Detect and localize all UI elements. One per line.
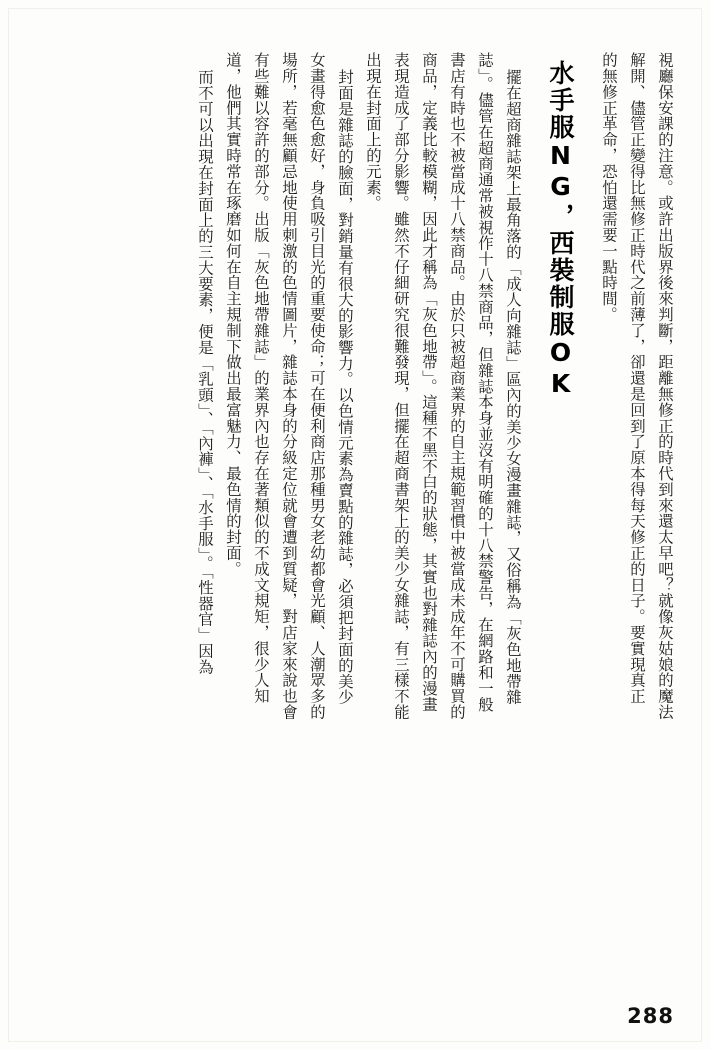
text-column: 封面是雜誌的臉面，對銷量有很大的影響力。以色情元素為賣點的雜誌，必須把封面的美少 bbox=[336, 69, 354, 705]
text-column: 出現在封面上的元素。 bbox=[364, 52, 382, 211]
text-column: 商品，定義比較模糊，因此才稱為「灰色地帶」。這種不黑不白的狀態，其實也對雜誌內的漫畫 bbox=[420, 52, 438, 713]
page-body bbox=[38, 52, 672, 972]
text-column: 擺在超商雜誌架上最角落的「成人向雜誌」區內的美少女漫畫雜誌，又俗稱為「灰色地帶雜 bbox=[504, 69, 522, 705]
text-column: 視廳保安課的注意。或許出版界後來判斷，距離無修正的時代到來還太早吧？就像灰姑娘的魔法 bbox=[656, 52, 674, 720]
text-column: 女畫得愈色愈好，身負吸引目光的重要使命；可在便利商店那種男女老幼都會光顧、人潮眾多的 bbox=[308, 52, 326, 720]
text-column: 的無修正革命，恐怕還需要一點時間。 bbox=[600, 52, 618, 323]
text-column: 而不可以出現在封面上的三大要素，便是「乳頭」、「內褲」、「水手服」。「性器官」因為 bbox=[196, 69, 214, 675]
section-heading: 水手服NG，西裝制服OK bbox=[546, 60, 575, 400]
text-column: 書店有時也不被當成十八禁商品。由於只被超商業界的自主規範習慣中被當成未成年不可購買的 bbox=[448, 52, 466, 720]
text-column: 有些難以容許的部分。出版「灰色地帶雜誌」的業界內也存在著類似的不成文規矩，很少人知 bbox=[252, 52, 270, 704]
page-number: 288 bbox=[627, 1004, 674, 1028]
text-column: 道，他們其實時常在琢磨如何在自主規制下做出最富魅力、最色情的封面。 bbox=[224, 52, 242, 577]
text-column: 表現造成了部分影響。雖然不仔細研究很難發現，但擺在超商書架上的美少女雜誌，有三樣不能 bbox=[392, 52, 410, 720]
text-column: 場所，若毫無顧忌地使用刺激的色情圖片，雜誌本身的分級定位就會遭到質疑，對店家來說也會 bbox=[280, 52, 298, 720]
text-column: 誌」。儘管在超商通常被視作十八禁商品，但雜誌本身並沒有明確的十八禁警告，在網路和一般 bbox=[476, 52, 494, 713]
text-column: 解開、儘管正變得比無修正時代之前薄了，卻還是回到了原本得每天修正的日子。要實現真正 bbox=[628, 52, 646, 704]
